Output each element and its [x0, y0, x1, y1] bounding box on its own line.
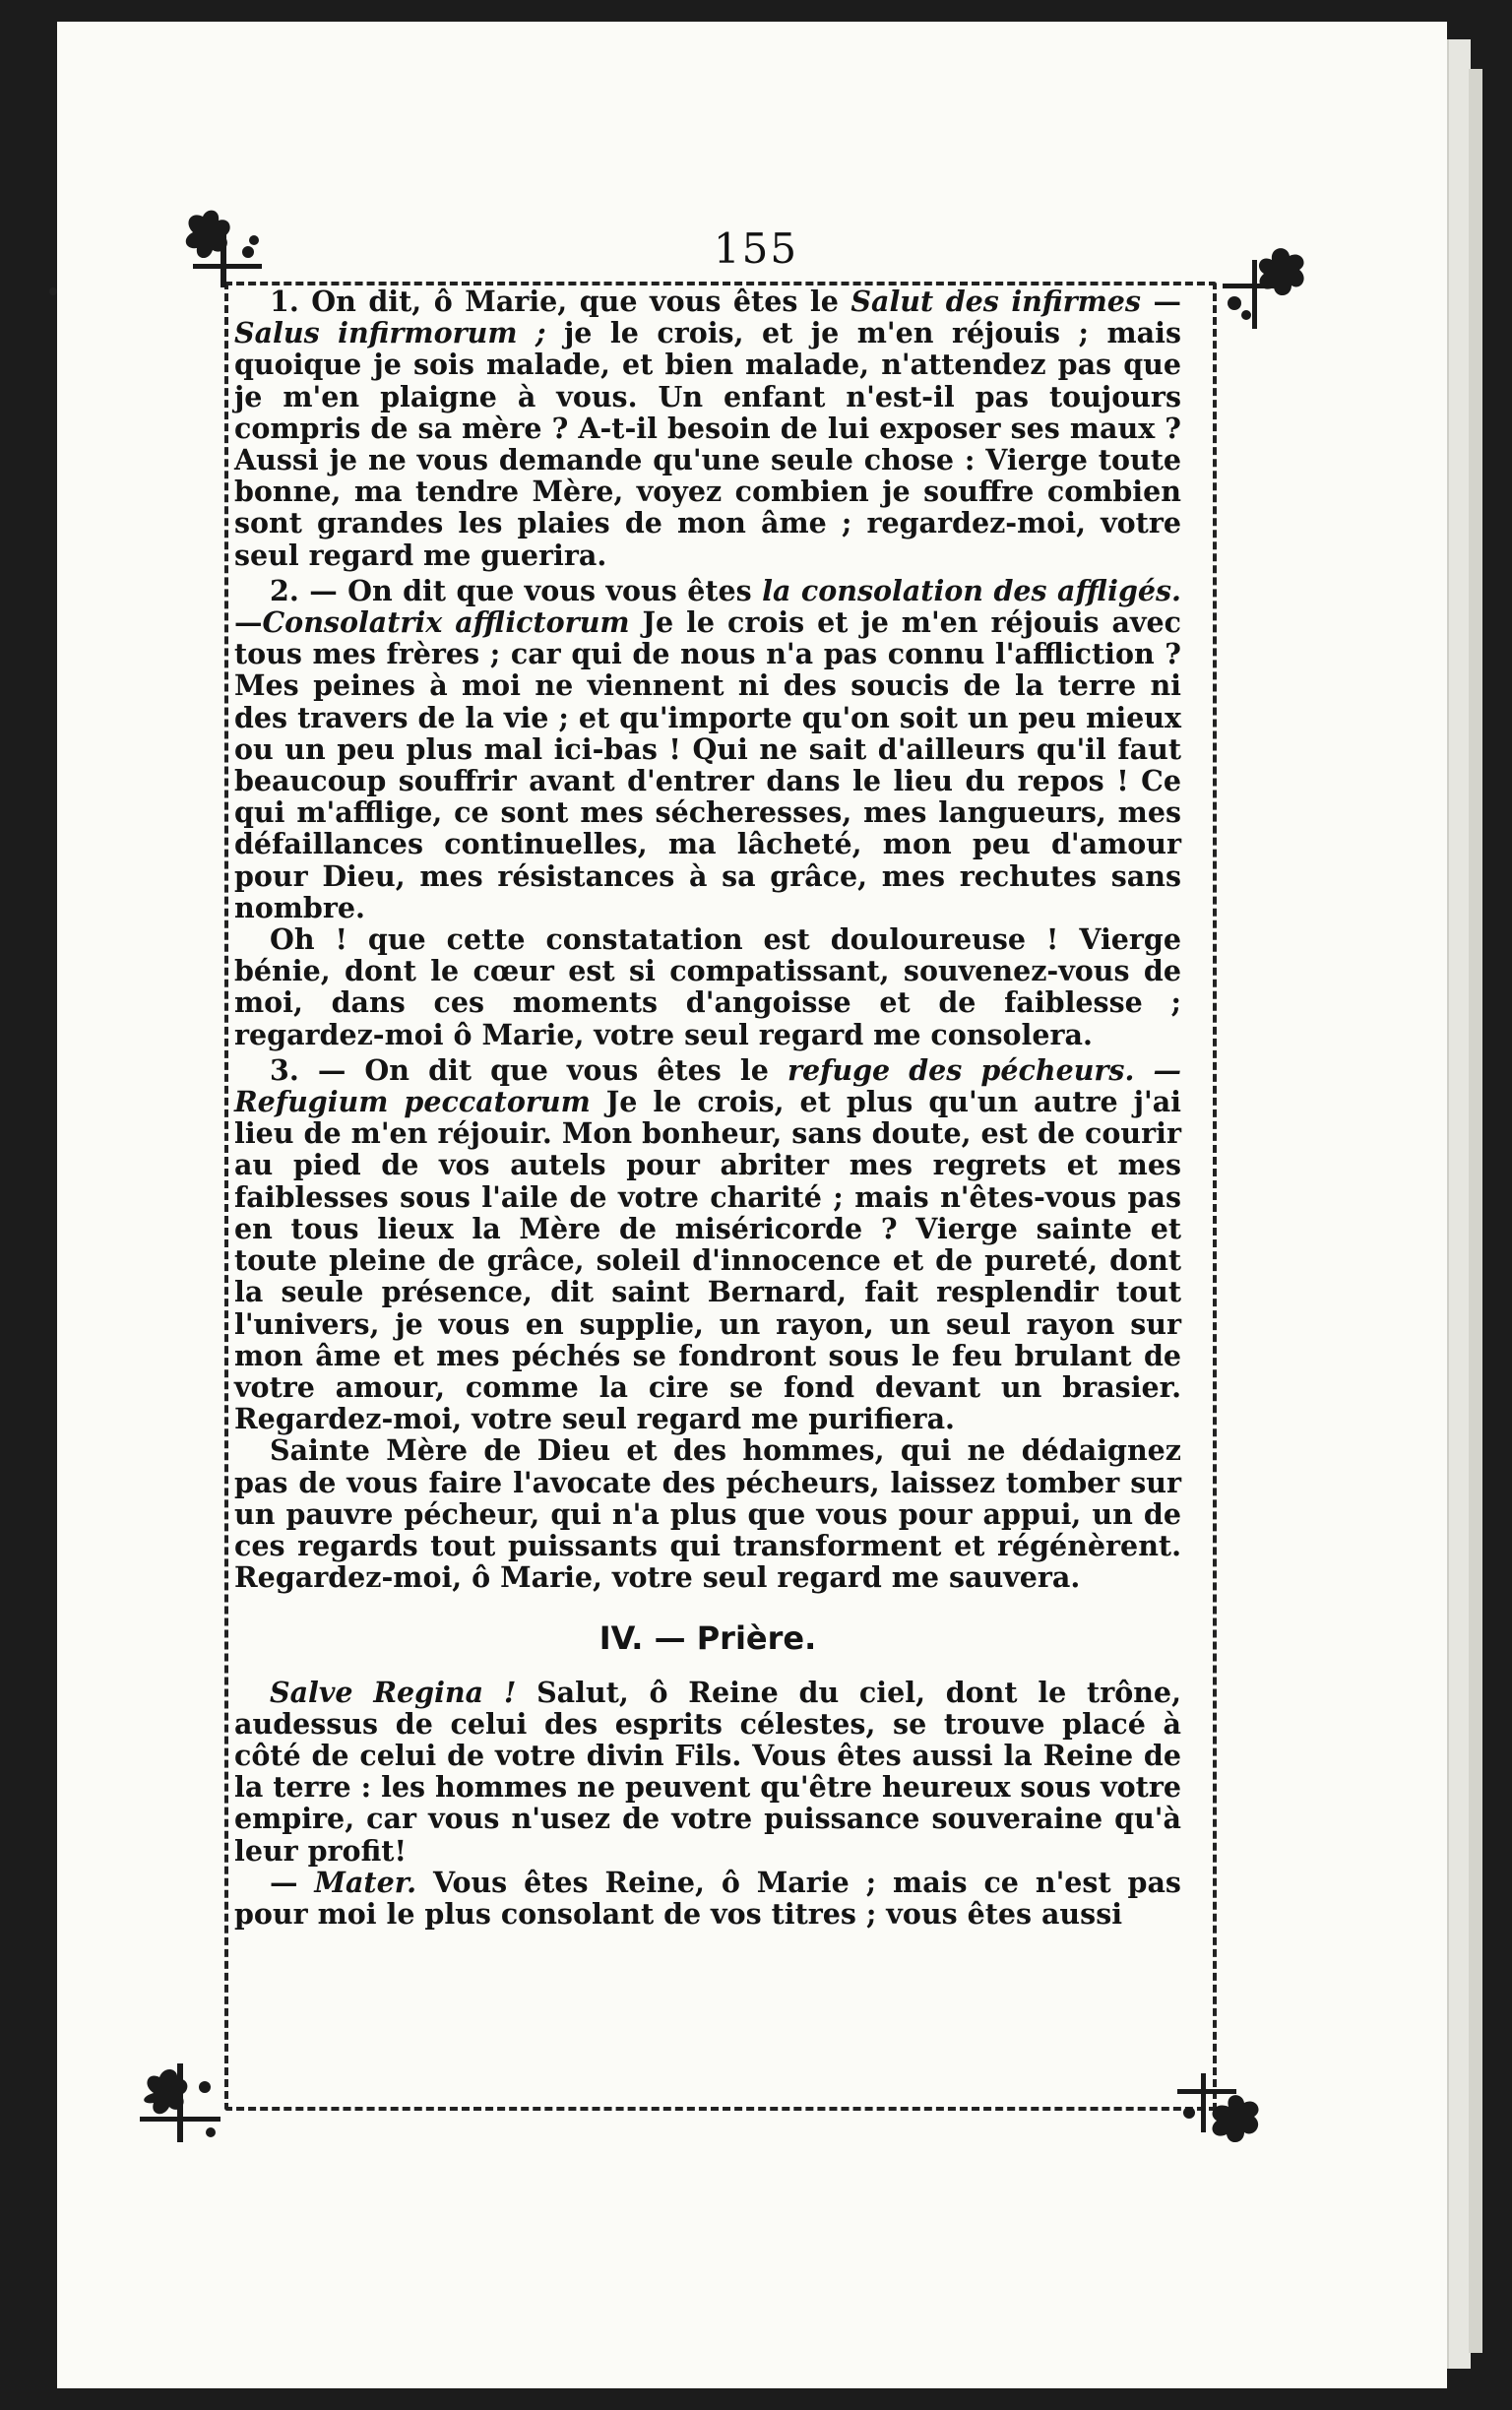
- section-title: IV. — Prière.: [598, 1619, 817, 1658]
- latin-title: refuge des pécheurs. — Refugium peccatorum: [234, 1052, 1181, 1119]
- fleuron-icon: [1213, 240, 1311, 339]
- paragraph-sainte-mere: Sainte Mère de Dieu et des hommes, qui ne dédaignez pas de vous faire l'avocate des pécheurs, laissez tomber sur un pauvre pécheur, qui n'a plus que vous pour appui, un de ces regards tout puissants qui transforment et régénèrent. Regardez-moi, ô Marie, votre seul regard me sauvera.: [234, 1433, 1181, 1595]
- latin-title: Consolatrix afflictorum: [262, 605, 630, 640]
- paragraph-text: Je le crois et je m'en réjouis avec tous mes frères ; car qui de nous n'a pas connu l'affliction ? Mes peines à moi ne viennent ni des soucis de la terre ni des travers de la vie ; et qu'importe qu'on soit un peu mieux ou un peu plus mal ici-bas ! Qui ne sait d'ailleurs qu'il faut beaucoup souffrir avant d'entrer dans le lieu du repos ! Ce qui m'afflige, ce sont mes sécheresses, mes langueurs, mes défaillances continuelles, ma lâcheté, mon peu d'amour pour Dieu, mes résistances à sa grâce, mes rechutes sans nombre.: [234, 605, 1181, 924]
- paragraph-text: —: [234, 605, 263, 640]
- paragraph-oh-que: Oh ! que cette constatation est douloureuse ! Vierge bénie, dont le cœur est si compatissant, souvenez-vous de moi, dans ces moments d'angoisse et de faiblesse ; regardez-moi ô Marie, votre seul regard me consolera.: [234, 922, 1181, 1051]
- paragraph-number: 1.: [270, 285, 299, 318]
- paragraph-text: je le crois, et je m'en réjouis ; mais quoique je sois malade, et bien malade, n'attendez pas que je m'en plaigne à vous. Un enfant n'est-il pas toujours compris de sa mère ? A-t-il besoin de lui exposer ses maux ? Aussi je ne vous demande qu'une seule chose : Vierge toute bonne, ma tendre Mère, voyez combien je souffre combien sont grandes les plaies de mon âme ; regardez-moi, votre seul regard me guerira.: [234, 316, 1181, 572]
- latin-title: Salve Regina !: [270, 1675, 517, 1709]
- paragraph-text: Vous êtes Reine, ô Marie ; mais ce n'est pas pour moi le plus consolant de vos titres ; vous êtes aussi: [234, 1865, 1181, 1931]
- page-edge: [1447, 39, 1471, 2369]
- paragraph-text: —: [270, 1865, 315, 1899]
- latin-title: Salut des infirmes: [850, 285, 1141, 318]
- paragraph-refugium: [234, 1054, 1181, 1434]
- paragraph-mater: [234, 1867, 1181, 1930]
- paragraph-text: — On dit que vous vous êtes: [298, 573, 763, 607]
- page-number: 155: [713, 224, 799, 273]
- latin-title: Mater.: [314, 1865, 417, 1899]
- paragraph-salus-infirmorum: [234, 285, 1181, 571]
- paragraph-text: — On dit que vous êtes le: [298, 1052, 788, 1087]
- margin-dot: [49, 287, 57, 295]
- latin-title: la consolation des affligés.: [762, 573, 1181, 607]
- paragraph-text: On dit, ô Marie, que vous êtes le: [298, 285, 851, 318]
- page-edge-back: [1469, 69, 1482, 2353]
- paragraph-number: 3.: [270, 1052, 299, 1087]
- paragraph-text: —: [1140, 285, 1181, 318]
- paragraph-salve-regina: [234, 1677, 1181, 1867]
- fleuron-icon: [132, 2054, 230, 2152]
- paragraph-text: Je le crois, et plus qu'un autre j'ai lieu de m'en réjouir. Mon bonheur, sans doute, est de courir au pied de vos autels pour abriter mes regrets et mes faiblesses sous l'aile de votre charité ; mais n'êtes-vous pas en tous lieux la Mère de miséricorde ? Vierge sainte et toute pleine de grâce, soleil d'innocence et de pureté, dont la seule présence, dit saint Bernard, fait resplendir tout l'univers, je vous en supplie, un rayon, un seul rayon sur mon âme et mes péchés se fondront sous le feu brulant de votre amour, comme la cire se fond devant un brasier. Regardez-moi, votre seul regard me purifiera.: [234, 1085, 1182, 1436]
- paragraph-text: Salut, ô Reine du ciel, dont le trône, audessus de celui des esprits célestes, se trouve placé à côté de celui de votre divin Fils. Vous êtes aussi la Reine de la terre : les hommes ne peuvent qu'être heureux sous votre empire, car vous n'usez de votre puissance souveraine qu'à leur profit!: [234, 1675, 1181, 1868]
- latin-title: Salus infirmorum ;: [234, 316, 546, 350]
- page-body: [234, 285, 1181, 1930]
- paragraph-number: 2.: [270, 573, 299, 607]
- fleuron-icon: [1171, 2063, 1270, 2162]
- paragraph-consolatrix: [234, 575, 1181, 923]
